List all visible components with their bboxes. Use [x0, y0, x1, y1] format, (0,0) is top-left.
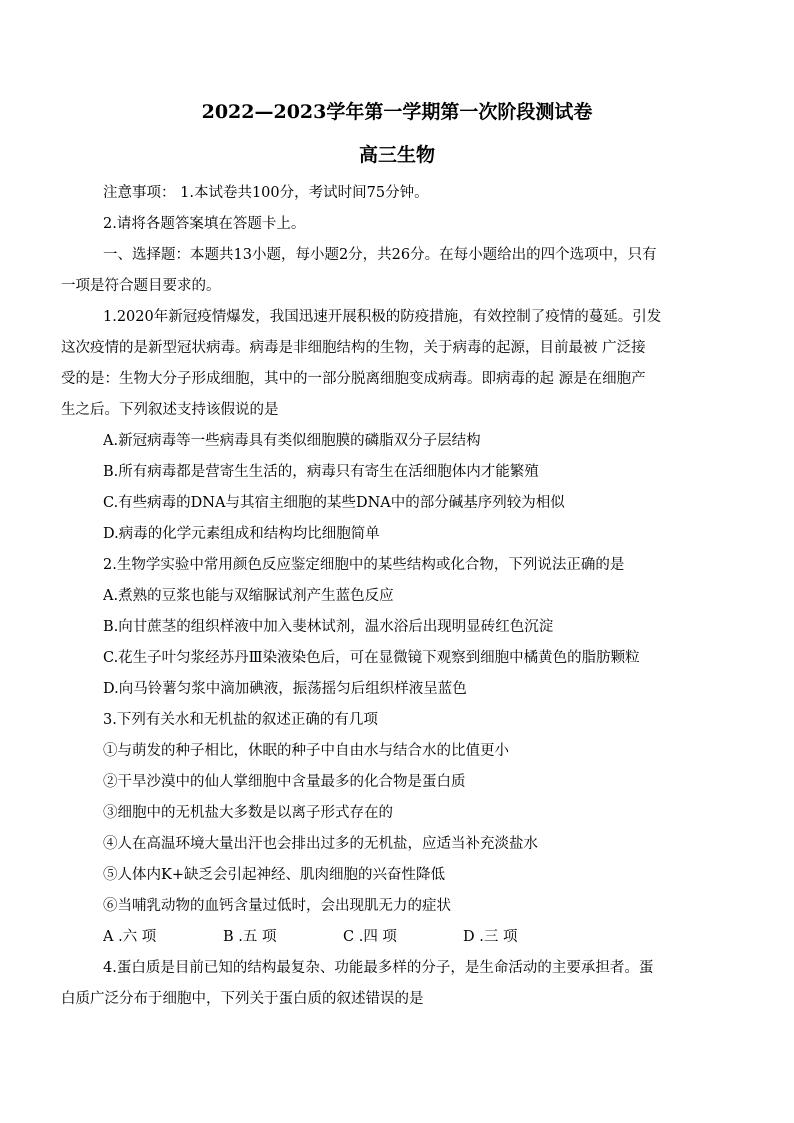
- q3-item: ⑤人体内K+缺乏会引起神经、肌肉细胞的兴奋性降低: [103, 867, 445, 883]
- q3-stem-line: 3.下列有关水和无机盐的叙述正确的有几项: [103, 712, 378, 728]
- q1-stem-line: 受的是：生物大分子形成细胞，其中的一部分脱离细胞变成病毒。即病毒的起 源是在细胞产: [61, 371, 646, 387]
- q3-item: ③细胞中的无机盐大多数是以离子形式存在的: [103, 805, 393, 821]
- q3-item: ②干旱沙漠中的仙人掌细胞中含量最多的化合物是蛋白质: [103, 774, 466, 790]
- q3-item: ⑥当哺乳动物的血钙含量过低时，会出现肌无力的症状: [103, 898, 451, 914]
- q3-item: ①与萌发的种子相比，休眠的种子中自由水与结合水的比值更小: [103, 743, 509, 759]
- q1-stem-line: 生之后。下列叙述支持该假说的是: [61, 402, 279, 418]
- exam-title: 2022—2023学年第一学期第一次阶段测试卷: [201, 101, 593, 123]
- q1-option-b: B.所有病毒都是营寄生生活的，病毒只有寄生在活细胞体内才能繁殖: [103, 464, 539, 480]
- q2-stem-line: 2.生物学实验中常用颜色反应鉴定细胞中的某些结构或化合物，下列说法正确的是: [103, 557, 625, 573]
- q2-option-d: D.向马铃薯匀浆中滴加碘液，振荡摇匀后组织样液呈蓝色: [103, 681, 467, 697]
- q1-stem-line: 这次疫情的是新型冠状病毒。病毒是非细胞结构的生物，关于病毒的起源，目前最被 广泛接: [61, 340, 646, 356]
- q1-stem-line: 1.2020年新冠疫情爆发，我国迅速开展积极的防疫措施，有效控制了疫情的蔓延。引发: [103, 309, 662, 325]
- notes-line-1: 注意事项： 1.本试卷共100分，考试时间75分钟。: [103, 185, 429, 201]
- q2-option-b: B.向甘蔗茎的组织样液中加入斐林试剂，温水浴后出现明显砖红色沉淀: [103, 619, 554, 635]
- q4-stem-line: 白质广泛分布于细胞中，下列关于蛋白质的叙述错误的是: [61, 991, 424, 1007]
- q3-item: ④人在高温环境大量出汗也会排出过多的无机盐，应适当补充淡盐水: [103, 836, 538, 852]
- q3-choices: [103, 922, 703, 953]
- notes-line-2: 2.请将各题答案填在答题卡上。: [103, 216, 306, 232]
- q3-choice-b: B .五 项: [223, 929, 277, 945]
- q2-option-c: C.花生子叶匀浆经苏丹Ⅲ染液染色后，可在显微镜下观察到细胞中橘黄色的脂肪颗粒: [103, 650, 640, 666]
- exam-subject: 高三生物: [358, 144, 435, 166]
- q1-option-d: D.病毒的化学元素组成和结构均比细胞简单: [103, 526, 380, 542]
- section-heading: 一、选择题：本题共13小题，每小题2分，共26分。在每小题给出的四个选项中，只有: [103, 247, 657, 263]
- q1-option-a: A.新冠病毒等一些病毒具有类似细胞膜的磷脂双分子层结构: [103, 433, 481, 449]
- q3-choice-d: D .三 项: [463, 929, 518, 945]
- exam-body: [61, 178, 703, 1015]
- q4-stem-line: 4.蛋白质是目前已知的结构最复杂、功能最多样的分子，是生命活动的主要承担者。蛋: [103, 960, 654, 976]
- section-heading-cont: 一项是符合题目要求的。: [61, 278, 221, 294]
- q1-option-c: C.有些病毒的DNA与其宿主细胞的某些DNA中的部分碱基序列较为相似: [103, 495, 565, 511]
- q2-option-a: A.煮熟的豆浆也能与双缩脲试剂产生蓝色反应: [103, 588, 394, 604]
- q3-choice-c: C .四 项: [343, 929, 397, 945]
- q3-choice-a: A .六 项: [103, 929, 157, 945]
